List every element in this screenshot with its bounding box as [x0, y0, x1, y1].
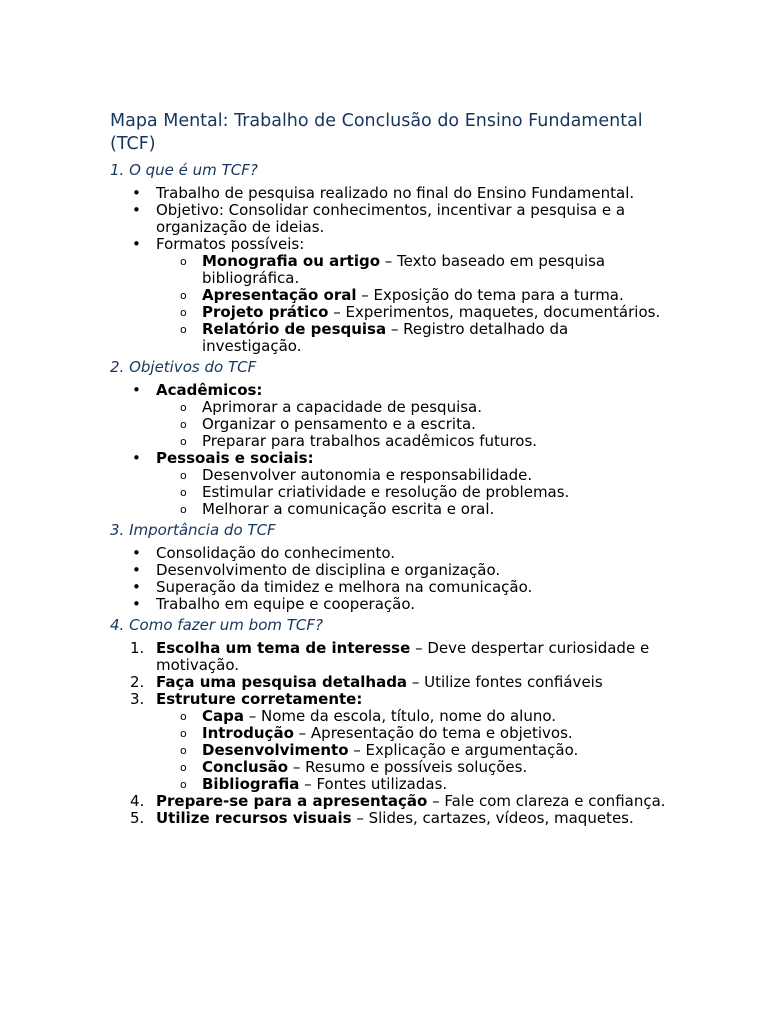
list-item: o Preparar para trabalhos acadêmicos futuros.	[180, 432, 538, 450]
sub-bullet-icon: o	[180, 323, 187, 336]
list-item: • Acadêmicos: o Aprimorar a capacidade de pesquisa. o Organizar o pensamento e a escrita. o Preparar para trabalhos acadêmicos futuros.	[110, 382, 670, 450]
list-item: • Trabalho de pesquisa realizado no final do Ensino Fundamental.	[132, 184, 635, 202]
list-item: o Bibliografia – Fontes utilizadas.	[180, 775, 448, 793]
list-item: o Desenvolver autonomia e responsabilidade.	[180, 466, 533, 484]
list-item: o Capa – Nome da escola, título, nome do aluno.	[180, 707, 557, 725]
academic-goals-list	[156, 399, 670, 450]
section-heading-1: 1. O que é um TCF?	[110, 161, 258, 179]
sub-bullet-icon: o	[180, 255, 187, 268]
sub-bullet-icon: o	[180, 418, 187, 431]
bullet-icon: •	[132, 578, 141, 596]
sub-bullet-icon: o	[180, 289, 187, 302]
list-item: o Desenvolvimento – Explicação e argumentação.	[180, 741, 579, 759]
list-item: o Apresentação oral – Exposição do tema para a turma.	[180, 286, 624, 304]
sub-bullet-icon: o	[180, 401, 187, 414]
list-item: o Aprimorar a capacidade de pesquisa.	[180, 398, 483, 416]
sub-bullet-icon: o	[180, 778, 187, 791]
list-item: • Pessoais e sociais: o Desenvolver autonomia e responsabilidade. o Estimular criatividade e resolução de problemas. o Melhorar a comunicação escrita e oral.	[110, 450, 670, 518]
bullet-icon: •	[132, 381, 141, 399]
list-item: • Trabalho em equipe e cooperação.	[132, 595, 416, 613]
sub-bullet-icon: o	[180, 503, 187, 516]
list-item: 1. Escolha um tema de interesse – Deve despertar curiosidade e motivação.	[130, 639, 650, 674]
list-item: 2. Faça uma pesquisa detalhada – Utilize fontes confiáveis	[130, 673, 603, 691]
section3-list	[110, 545, 670, 613]
section2-list	[110, 382, 670, 518]
list-item: o Relatório de pesquisa – Registro detalhado da investigação.	[180, 320, 569, 355]
list-item: • Consolidação do conhecimento.	[132, 544, 396, 562]
sub-bullet-icon: o	[180, 306, 187, 319]
step-number: 4.	[130, 792, 145, 810]
section-heading-4: 4. Como fazer um bom TCF?	[110, 616, 323, 634]
step-number: 3.	[130, 690, 145, 708]
list-item: o Conclusão – Resumo e possíveis soluções.	[180, 758, 528, 776]
list-item: • Formatos possíveis: o Monografia ou artigo – Texto baseado em pesquisa bibliográfica. o Apresentação oral – Exposição do tema para a turma. o Projeto prático – Experimentos, maquetes, documentários. o Relatório de pesquisa – Registro detalhado da investigação.	[110, 236, 670, 355]
list-item: • Objetivo: Consolidar conhecimentos, incentivar a pesquisa e a organização de ideias.	[132, 201, 626, 236]
bullet-icon: •	[132, 235, 141, 253]
list-item: o Monografia ou artigo – Texto baseado em pesquisa bibliográfica.	[180, 252, 606, 287]
personal-goals-list	[156, 467, 670, 518]
bullet-icon: •	[132, 449, 141, 467]
step-number: 5.	[130, 809, 145, 827]
sub-bullet-icon: o	[180, 469, 187, 482]
bullet-icon: •	[132, 595, 141, 613]
list-item: o Projeto prático – Experimentos, maquetes, documentários.	[180, 303, 661, 321]
list-item: o Organizar o pensamento e a escrita.	[180, 415, 476, 433]
section-heading-3: 3. Importância do TCF	[110, 521, 276, 539]
list-item: o Estimular criatividade e resolução de problemas.	[180, 483, 570, 501]
sub-bullet-icon: o	[180, 435, 187, 448]
list-item: 3. Estruture corretamente: o Capa – Nome da escola, título, nome do aluno. o Introdução – Apresentação do tema e objetivos. o Desenvolvimento – Explicação e argumentação. o Conclusão – Resumo e possíveis soluções. o Bibliografia – Fontes utilizadas.	[110, 691, 670, 793]
list-item: 4. Prepare-se para a apresentação – Fale com clareza e confiança.	[130, 792, 666, 810]
sub-bullet-icon: o	[180, 727, 187, 740]
bullet-icon: •	[132, 544, 141, 562]
list-item: o Introdução – Apresentação do tema e objetivos.	[180, 724, 573, 742]
list-item: o Melhorar a comunicação escrita e oral.	[180, 500, 495, 518]
document-title: Mapa Mental: Trabalho de Conclusão do Ensino Fundamental (TCF)	[110, 111, 643, 154]
list-item: • Desenvolvimento de disciplina e organização.	[132, 561, 501, 579]
bullet-icon: •	[132, 201, 141, 219]
structure-list	[156, 708, 670, 793]
section-heading-2: 2. Objetivos do TCF	[110, 358, 257, 376]
bullet-icon: •	[132, 561, 141, 579]
section1-list	[110, 185, 670, 355]
section4-steps	[110, 640, 670, 827]
sub-bullet-icon: o	[180, 761, 187, 774]
bullet-icon: •	[132, 184, 141, 202]
step-number: 2.	[130, 673, 145, 691]
sub-bullet-icon: o	[180, 744, 187, 757]
step-number: 1.	[130, 639, 145, 657]
sub-bullet-icon: o	[180, 710, 187, 723]
list-item: 5. Utilize recursos visuais – Slides, cartazes, vídeos, maquetes.	[130, 809, 634, 827]
document-page	[110, 110, 670, 831]
sub-bullet-icon: o	[180, 486, 187, 499]
formats-list	[156, 253, 670, 355]
list-item: • Superação da timidez e melhora na comunicação.	[132, 578, 533, 596]
